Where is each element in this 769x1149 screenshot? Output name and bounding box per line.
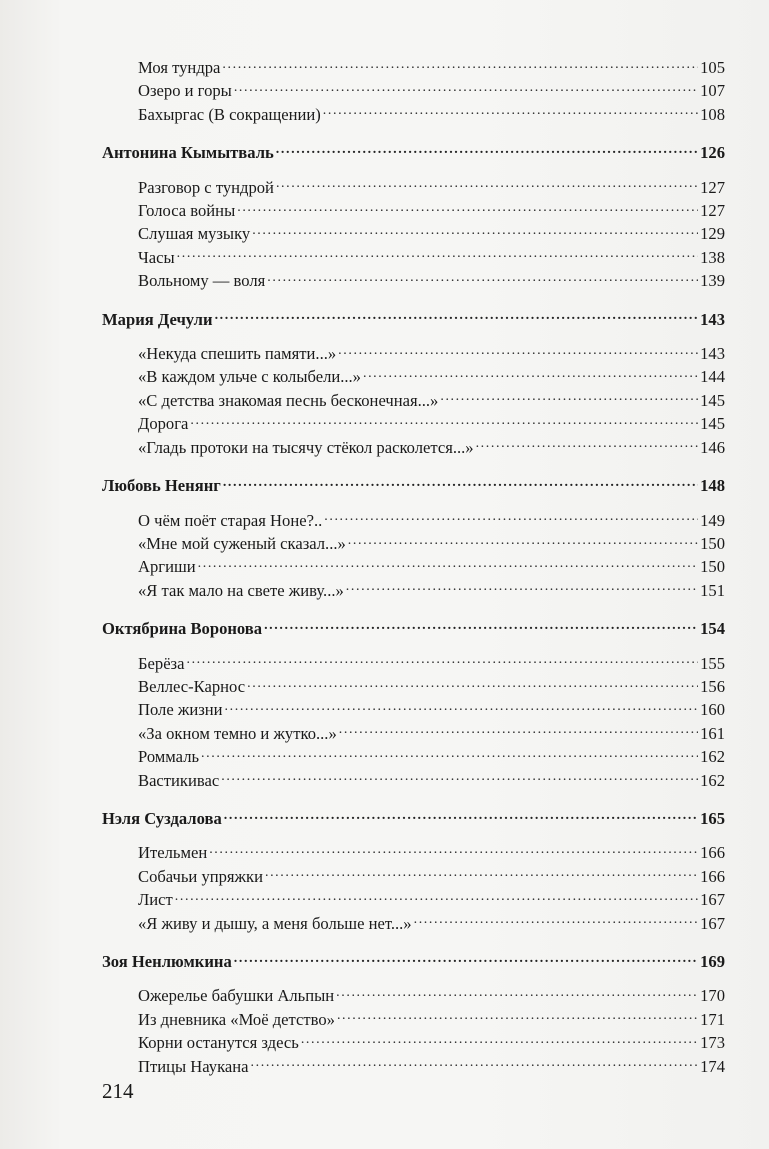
entry-page-number: 127 [700, 201, 725, 221]
spacer [102, 165, 725, 176]
dot-leader [234, 82, 698, 96]
toc-entry [102, 269, 725, 292]
dot-leader [247, 678, 698, 692]
dot-leader [215, 311, 699, 325]
entry-title: «Я так мало на свете живу...» [138, 580, 344, 600]
toc-entry [102, 1031, 725, 1054]
entry-page-number: 154 [700, 619, 725, 639]
toc-entry [102, 698, 725, 721]
entry-page-number: 145 [700, 390, 725, 410]
toc-section [102, 617, 725, 807]
entry-page-number: 107 [700, 81, 725, 101]
dot-leader [276, 144, 698, 158]
dot-leader [324, 512, 698, 526]
entry-page-number: 138 [700, 247, 725, 267]
toc-entry [102, 841, 725, 864]
entry-page-number: 105 [700, 58, 725, 77]
toc-author-row [102, 474, 725, 497]
dot-leader [301, 1034, 698, 1048]
toc-entry [102, 675, 725, 698]
entry-page-number: 156 [700, 676, 725, 696]
dot-leader [222, 59, 698, 73]
dot-leader [339, 725, 698, 739]
entry-title: Дорога [138, 414, 189, 434]
dot-leader [267, 272, 698, 286]
spacer [102, 830, 725, 841]
toc-section [102, 950, 725, 1078]
entry-page-number: 150 [700, 557, 725, 577]
entry-page-number: 171 [700, 1009, 725, 1029]
entry-page-number: 108 [700, 104, 725, 124]
dot-leader [476, 439, 699, 453]
author-name: Нэля Суздалова [102, 808, 222, 828]
entry-title: Ожерелье бабушки Альпын [138, 986, 335, 1006]
toc-entry [102, 912, 725, 935]
entry-page-number: 162 [700, 770, 725, 790]
toc-entry [102, 745, 725, 768]
toc-first-items [102, 56, 725, 141]
spacer [102, 935, 725, 950]
spacer [102, 459, 725, 474]
entry-title: «Гладь протоки на тысячу стёкол расколется...» [138, 437, 474, 457]
toc-entry [102, 222, 725, 245]
entry-page-number: 129 [700, 224, 725, 244]
author-name: Любовь Ненянг [102, 476, 221, 496]
spacer [102, 498, 725, 509]
spacer [102, 126, 725, 141]
dot-leader [221, 772, 698, 786]
dot-leader [223, 477, 698, 491]
entry-title: «С детства знакомая песнь бесконечная...» [138, 390, 439, 410]
entry-title: Лист [138, 890, 173, 910]
entry-title: Собачьи упряжки [138, 866, 263, 886]
entry-title: Поле жизни [138, 700, 223, 720]
dot-leader [276, 179, 698, 193]
entry-title: Корни останутся здесь [138, 1033, 299, 1053]
dot-leader [346, 582, 698, 596]
toc-entry [102, 865, 725, 888]
entry-page-number: 143 [700, 309, 725, 329]
entry-title: Из дневника «Моё детство» [138, 1009, 335, 1029]
toc-entry [102, 365, 725, 388]
toc-entry [102, 56, 725, 79]
entry-page-number: 126 [700, 143, 725, 163]
dot-leader [201, 748, 698, 762]
toc-entry [102, 412, 725, 435]
entry-page-number: 146 [700, 437, 725, 457]
toc-entry [102, 342, 725, 365]
spacer [102, 641, 725, 652]
entry-title: «Некуда спешить памяти...» [138, 344, 337, 364]
toc-section [102, 474, 725, 617]
entry-page-number: 160 [700, 700, 725, 720]
entry-page-number: 167 [700, 913, 725, 933]
spacer [102, 973, 725, 984]
spacer [102, 602, 725, 617]
dot-leader [224, 810, 698, 824]
toc-entry [102, 1008, 725, 1031]
toc-section [102, 308, 725, 474]
entry-title: Ительмен [138, 843, 208, 863]
toc-entry [102, 246, 725, 269]
dot-leader [323, 106, 698, 120]
author-name: Антонина Кымытваль [102, 143, 274, 163]
dot-leader [175, 891, 698, 905]
toc-author-row [102, 807, 725, 830]
toc-entry [102, 555, 725, 578]
entry-page-number: 162 [700, 747, 725, 767]
table-of-contents [102, 56, 725, 1078]
entry-title: «Мне мой суженый сказал...» [138, 533, 346, 553]
entry-page-number: 127 [700, 177, 725, 197]
entry-page-number: 151 [700, 580, 725, 600]
toc-entry [102, 888, 725, 911]
entry-page-number: 161 [700, 723, 725, 743]
entry-page-number: 148 [700, 476, 725, 496]
entry-page-number: 170 [700, 986, 725, 1006]
toc-entry [102, 509, 725, 532]
dot-leader [234, 953, 698, 967]
dot-leader [198, 558, 698, 572]
toc-entry [102, 436, 725, 459]
toc-section [102, 807, 725, 950]
toc-entry [102, 176, 725, 199]
entry-title: Птицы Наукана [138, 1056, 249, 1076]
spacer [102, 293, 725, 308]
entry-page-number: 166 [700, 866, 725, 886]
entry-page-number: 165 [700, 808, 725, 828]
entry-page-number: 139 [700, 271, 725, 291]
dot-leader [363, 368, 698, 382]
dot-leader [265, 868, 698, 882]
entry-title: «В каждом ульче с колыбели...» [138, 367, 361, 387]
toc-entry [102, 984, 725, 1007]
dot-leader [177, 249, 698, 263]
toc-author-row [102, 950, 725, 973]
dot-leader [338, 345, 698, 359]
entry-page-number: 145 [700, 414, 725, 434]
toc-entry [102, 103, 725, 126]
dot-leader [251, 1058, 699, 1072]
entry-title: Часы [138, 247, 175, 267]
dot-leader [264, 620, 698, 634]
toc-entry [102, 1055, 725, 1078]
entry-page-number: 174 [700, 1056, 725, 1076]
toc-entry [102, 532, 725, 555]
entry-title: Голоса войны [138, 201, 236, 221]
entry-page-number: 166 [700, 843, 725, 863]
entry-title: Берёза [138, 653, 185, 673]
entry-title: О чём поёт старая Ноне?.. [138, 510, 323, 530]
dot-leader [336, 987, 698, 1001]
author-name: Зоя Ненлюмкина [102, 952, 232, 971]
entry-page-number: 150 [700, 533, 725, 553]
entry-title: Веллес-Карнос [138, 676, 246, 696]
entry-page-number: 169 [700, 952, 725, 971]
entry-page-number: 167 [700, 890, 725, 910]
toc-sections [102, 141, 725, 1078]
toc-section [102, 141, 725, 307]
dot-leader [252, 225, 698, 239]
dot-leader [209, 844, 698, 858]
entry-title: Вольному — воля [138, 271, 266, 291]
toc-author-row [102, 141, 725, 164]
dot-leader [414, 915, 699, 929]
entry-title: Роммаль [138, 747, 200, 767]
dot-leader [225, 701, 699, 715]
entry-page-number: 155 [700, 653, 725, 673]
entry-title: Бахыргас (В сокращении) [138, 104, 321, 124]
entry-title: Аргиши [138, 557, 196, 577]
toc-entry [102, 652, 725, 675]
entry-title: «За окном темно и жутко...» [138, 723, 337, 743]
entry-title: Моя тундра [138, 58, 221, 77]
spacer [102, 792, 725, 807]
spacer [102, 331, 725, 342]
entry-page-number: 143 [700, 344, 725, 364]
dot-leader [190, 415, 698, 429]
toc-entry [102, 389, 725, 412]
entry-title: Слушая музыку [138, 224, 251, 244]
dot-leader [440, 392, 698, 406]
page-number: 214 [102, 1079, 134, 1103]
author-name: Мария Дечули [102, 309, 213, 329]
toc-entry [102, 79, 725, 102]
dot-leader [237, 202, 698, 216]
dot-leader [337, 1011, 698, 1025]
entry-title: Озеро и горы [138, 81, 232, 101]
toc-author-row [102, 308, 725, 331]
toc-entry [102, 199, 725, 222]
dot-leader [348, 535, 698, 549]
toc-entry [102, 769, 725, 792]
entry-page-number: 173 [700, 1033, 725, 1053]
toc-author-row [102, 617, 725, 640]
toc-entry [102, 722, 725, 745]
entry-title: «Я живу и дышу, а меня больше нет...» [138, 913, 412, 933]
entry-title: Разговор с тундрой [138, 177, 274, 197]
entry-title: Вастикивас [138, 770, 220, 790]
dot-leader [186, 655, 698, 669]
entry-page-number: 144 [700, 367, 725, 387]
entry-page-number: 149 [700, 510, 725, 530]
author-name: Октябрина Воронова [102, 619, 263, 639]
toc-entry [102, 579, 725, 602]
